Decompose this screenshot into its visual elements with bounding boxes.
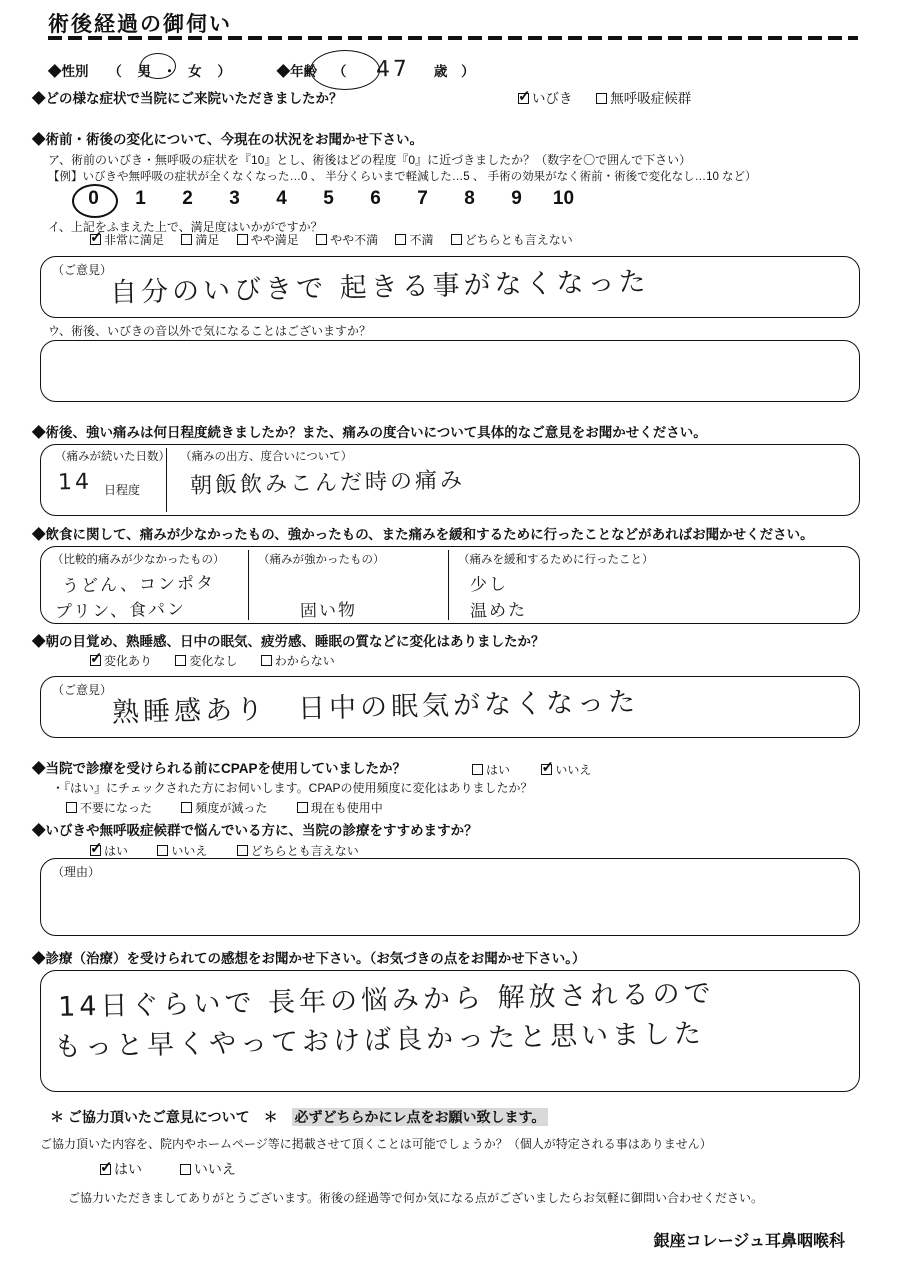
gender-close-paren: ）: [217, 64, 231, 79]
cpap-option-no[interactable]: [541, 763, 591, 777]
scale-7[interactable]: 7: [417, 188, 428, 209]
impression-value-line2: もっと早くやっておけば良かったと思いました: [53, 1018, 706, 1063]
severity-scale[interactable]: [70, 188, 587, 210]
change-example: 【例】いびきや無呼吸の症状が全くなくなった…0 、 半分くらいまで軽減した…5 、 手術の効果がなく術前・術後で変化なし…10 など）: [48, 171, 757, 183]
food-col1-value-line1: うどん、コンポタ: [61, 573, 216, 597]
satisfaction-comment-value: 自分のいびきで 起きる事がなくなった: [109, 266, 650, 309]
cpap-options: [472, 762, 591, 778]
age-unit: 歳: [433, 64, 448, 79]
satisfaction-option-4-checkbox[interactable]: [395, 234, 406, 245]
impression-label: ◆診療（治療）を受けられての感想をお聞かせ下さい。（お気づきの点をお聞かせ下さい。）: [32, 951, 586, 966]
morning-option-0[interactable]: [90, 654, 152, 668]
satisfaction-option-2-checkbox[interactable]: [237, 234, 248, 245]
scale-2[interactable]: 2: [182, 188, 193, 209]
food-col1-label: （比較的痛みが少なかったもの）: [52, 554, 225, 566]
recommend-option-no[interactable]: [157, 844, 207, 858]
gender-separator: ・: [162, 64, 177, 79]
scale-selected-circle: [72, 184, 118, 218]
satisfaction-option-5[interactable]: [451, 233, 573, 247]
consent-option-yes[interactable]: [100, 1161, 142, 1177]
morning-options: [90, 653, 335, 669]
consent-option-yes-label: はい: [114, 1161, 142, 1177]
food-col1-value-line2: プリン、食パン: [54, 599, 187, 623]
morning-option-2-checkbox[interactable]: [261, 655, 272, 666]
gender-open-paren: （: [108, 64, 122, 79]
impression-value-line1: 14日ぐらいで 長年の悩みから 解放されるので: [57, 978, 715, 1023]
recommend-option-no-checkbox[interactable]: [157, 845, 168, 856]
visit-option-snore-label: いびき: [532, 91, 573, 106]
recommend-option-neutral-checkbox[interactable]: [237, 845, 248, 856]
satisfaction-option-5-label: どちらとも言えない: [464, 233, 573, 247]
other-concerns-label: ウ、術後、いびきの音以外で気になることはございますか？: [48, 324, 372, 338]
satisfaction-option-0-label: 非常に満足: [104, 233, 165, 247]
cpap-option-no-label: いいえ: [555, 763, 592, 777]
cpap-sub-option-2-checkbox[interactable]: [297, 802, 308, 813]
consent-option-no-label: いいえ: [193, 1161, 236, 1177]
age-close-paren: ）: [461, 64, 475, 79]
recommend-option-yes[interactable]: [90, 844, 128, 858]
gender-option-male[interactable]: 男: [137, 64, 152, 79]
satisfaction-option-3-checkbox[interactable]: [316, 234, 327, 245]
visit-reason-label: ◆どの様な症状で当院にご来院いただきましたか？: [32, 91, 343, 106]
consent-option-no[interactable]: [180, 1161, 236, 1177]
scale-0[interactable]: 0: [88, 188, 99, 209]
visit-option-snore[interactable]: [518, 91, 573, 106]
cpap-sub-option-1-checkbox[interactable]: [181, 802, 192, 813]
gender-label: ◆性別: [48, 64, 89, 79]
recommend-label: ◆いびきや無呼吸症候群で悩んでいる方に、当院の診療をすすめますか？: [32, 823, 478, 838]
clinic-signature: 銀座コレージュ耳鼻咽喉科: [653, 1233, 845, 1250]
cpap-option-no-checkbox[interactable]: [541, 764, 552, 775]
morning-option-2-label: わからない: [274, 654, 335, 668]
pain-days-value: 14: [57, 469, 93, 496]
cpap-sub-option-2[interactable]: [297, 801, 383, 815]
satisfaction-option-1[interactable]: [181, 233, 219, 247]
satisfaction-option-1-label: 満足: [195, 233, 220, 247]
morning-option-1-label: 変化なし: [189, 654, 238, 668]
cpap-sub-options: [66, 800, 383, 816]
recommend-reason-label: （理由）: [52, 865, 101, 879]
pain-days-unit: 日程度: [104, 483, 141, 497]
scale-5[interactable]: 5: [323, 188, 334, 209]
morning-option-1[interactable]: [175, 654, 237, 668]
recommend-option-neutral[interactable]: [237, 844, 359, 858]
title-text: 術後経過の御伺い: [48, 12, 232, 36]
morning-comment-value: 熟睡感あり 日中の眠気がなくなった: [111, 686, 640, 729]
consent-heading: [50, 1108, 548, 1127]
scale-9[interactable]: 9: [511, 188, 522, 209]
scale-4[interactable]: 4: [276, 188, 287, 209]
scale-1[interactable]: 1: [135, 188, 146, 209]
scale-6[interactable]: 6: [370, 188, 381, 209]
recommend-option-no-label: いいえ: [171, 844, 208, 858]
satisfaction-option-2[interactable]: [237, 233, 299, 247]
recommend-options: [90, 843, 359, 859]
satisfaction-option-3[interactable]: [316, 233, 378, 247]
pain-days-label: （痛みが続いた日数）: [55, 451, 170, 463]
header-divider: [48, 36, 858, 40]
morning-option-0-label: 変化あり: [104, 654, 153, 668]
consent-options: [100, 1160, 236, 1179]
satisfaction-option-1-checkbox[interactable]: [181, 234, 192, 245]
gender-male-circle: [137, 53, 176, 79]
pain-detail-value: 朝飯飲みこんだ時の痛み: [189, 468, 466, 499]
gender-option-female[interactable]: 女: [188, 64, 202, 79]
scale-10[interactable]: 10: [552, 188, 575, 209]
cpap-option-yes[interactable]: [472, 763, 510, 777]
recommend-option-neutral-label: どちらとも言えない: [250, 844, 359, 858]
scale-8[interactable]: 8: [464, 188, 475, 209]
food-col2-label: （痛みが強かったもの）: [258, 554, 385, 566]
age-open-paren: （: [332, 64, 347, 79]
change-a-line: ア、術前のいびき・無呼吸の症状を『10』とし、術後はどの程度『0』に近づきましたか？（数字を〇で囲んで下さい）: [48, 153, 692, 167]
recommend-option-yes-checkbox[interactable]: [90, 845, 101, 856]
morning-option-2[interactable]: [261, 654, 335, 668]
age-label: ◆年齢: [276, 64, 318, 79]
food-heading: ◆飲食に関して、痛みが少なかったもの、強かったもの、また痛みを緩和するために行ったことなどがあればお聞かせください。: [32, 527, 814, 542]
age-value: 47: [375, 56, 411, 83]
visit-option-snore-checkbox[interactable]: [518, 93, 529, 104]
cpap-sub-option-0[interactable]: [66, 801, 152, 815]
scale-3[interactable]: 3: [229, 188, 240, 209]
cpap-option-yes-label: はい: [486, 763, 511, 777]
cpap-sub-label: ・『はい』にチェックされた方にお伺いします。CPAPの使用頻度に変化はありましたか？: [52, 781, 533, 795]
cpap-label: ◆当院で診療を受けられる前にCPAPを使用していましたか？: [32, 761, 407, 776]
visit-option-apnea-checkbox[interactable]: [596, 93, 607, 104]
cpap-sub-option-0-label: 不要になった: [80, 801, 153, 815]
morning-label: ◆朝の目覚め、熟睡感、日中の眠気、疲労感、睡眠の質などに変化はありましたか？: [32, 634, 545, 649]
satisfaction-option-4-label: 不満: [409, 233, 434, 247]
pain-detail-label: （痛みの出方、度合いについて）: [180, 451, 353, 463]
cpap-option-yes-checkbox[interactable]: [472, 764, 483, 775]
consent-thanks: ご協力いただきましてありがとうございます。術後の経過等で何か気になる点がございましたらお気軽に御問い合わせください。: [68, 1191, 764, 1205]
consent-option-no-checkbox[interactable]: [180, 1164, 191, 1175]
satisfaction-option-4[interactable]: [395, 233, 433, 247]
visit-reason-options: [518, 90, 691, 108]
satisfaction-option-5-checkbox[interactable]: [451, 234, 462, 245]
satisfaction-option-0[interactable]: [90, 233, 164, 247]
food-col2-value: 固い物: [299, 600, 358, 622]
consent-option-yes-checkbox[interactable]: [100, 1164, 111, 1175]
cpap-sub-option-2-label: 現在も使用中: [310, 801, 383, 815]
morning-comment-label: （ご意見）: [52, 683, 113, 697]
satisfaction-options: [90, 232, 573, 248]
recommend-reason-box[interactable]: [40, 858, 860, 936]
consent-heading-left: ＊ ご協力頂いたご意見について ＊: [50, 1109, 278, 1125]
satisfaction-option-3-label: やや不満: [330, 233, 379, 247]
consent-body: ご協力頂いた内容を、院内やホームページ等に掲載させて頂くことは可能でしょうか？（個人が特定される事はありません）: [40, 1137, 712, 1151]
visit-option-apnea-label: 無呼吸症候群: [610, 91, 692, 106]
morning-option-1-checkbox[interactable]: [175, 655, 186, 666]
visit-option-apnea[interactable]: [596, 91, 691, 106]
cpap-sub-option-0-checkbox[interactable]: [66, 802, 77, 813]
food-col3-value-line2: 温めた: [469, 600, 528, 622]
satisfaction-label: イ、上記をふまえた上で、満足度はいかがですか？: [48, 220, 323, 234]
pain-heading: ◆術後、強い痛みは何日程度続きましたか？また、痛みの度合いについて具体的なご意見をお聞かせください。: [32, 425, 707, 440]
satisfaction-option-0-checkbox[interactable]: [90, 234, 101, 245]
other-concerns-box[interactable]: [40, 340, 860, 402]
cpap-sub-option-1-label: 頻度が減った: [195, 801, 268, 815]
change-heading: ◆術前・術後の変化について、今現在の状況をお聞かせ下さい。: [32, 132, 423, 147]
gender-age-row: [48, 55, 475, 85]
cpap-sub-option-1[interactable]: [181, 801, 267, 815]
satisfaction-option-2-label: やや満足: [250, 233, 299, 247]
recommend-option-yes-label: はい: [104, 844, 129, 858]
food-col3-value-line1: 少し: [469, 574, 509, 596]
food-col3-label: （痛みを緩和するために行ったこと）: [458, 554, 654, 566]
food-divider-2: [448, 550, 449, 620]
food-divider-1: [248, 550, 249, 620]
age-circle: [310, 50, 380, 90]
satisfaction-comment-label: （ご意見）: [52, 263, 113, 277]
consent-heading-highlight: 必ずどちらかにレ点をお願い致します。: [292, 1108, 549, 1126]
morning-option-0-checkbox[interactable]: [90, 655, 101, 666]
